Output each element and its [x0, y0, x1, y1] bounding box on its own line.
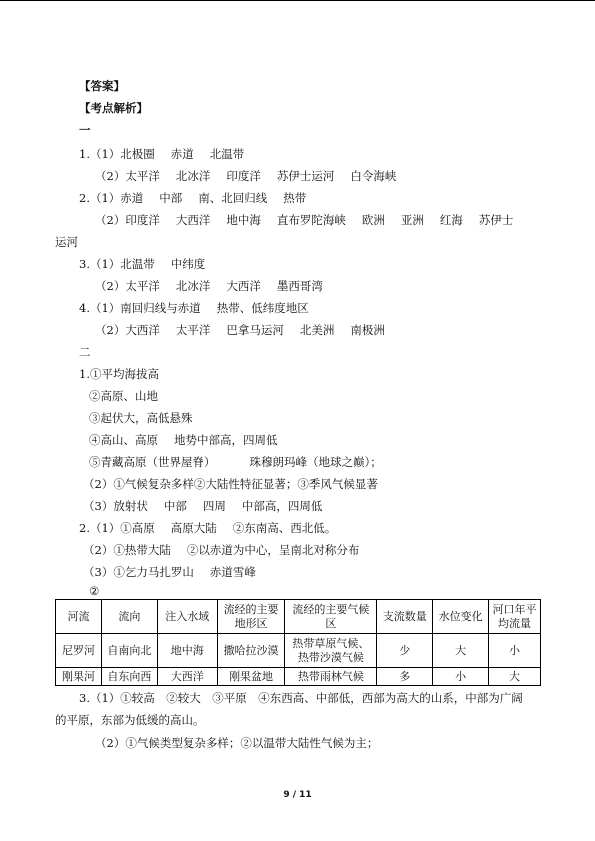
table-row — [56, 668, 541, 686]
q1-2-item: 苏伊士运河 — [276, 169, 335, 183]
q4-2-item: （2）大西洋 — [95, 323, 160, 337]
q1-1-item: 1.（1）北极圈 — [79, 147, 155, 161]
p2-line-10-item: 赤道雪峰 — [209, 565, 256, 579]
answer-heading: 【答案】 — [79, 79, 125, 93]
q4-2-item: 北美洲 — [299, 323, 335, 337]
q4-1-item: 4.（1）南回归线与赤道 — [79, 301, 201, 315]
p2-line-9 — [83, 542, 375, 558]
p2-line-5-item: 珠穆朗玛峰（地球之巅）； — [249, 455, 382, 469]
p2-line-8-item: ②东南高、西北低。 — [232, 521, 337, 535]
table-cell: 大 — [489, 668, 541, 686]
table-cell: 自东向西 — [101, 668, 157, 686]
table-header-row — [56, 600, 541, 634]
q2-2-item: 大西洋 — [175, 213, 211, 227]
q1-2-line — [95, 168, 412, 184]
river-comparison-table — [55, 599, 541, 686]
q4-1-item: 热带、低纬度地区 — [216, 301, 309, 315]
table-cell: 刚果河 — [56, 668, 102, 686]
p2-line-8 — [79, 520, 352, 536]
table-cell: 热带雨林气候 — [285, 668, 377, 686]
p2-line-5 — [89, 454, 398, 470]
p2-line-10-item: （3）①乞力马扎罗山 — [83, 565, 194, 579]
table-header-cell: 流经的主要地形区 — [217, 600, 285, 634]
q3-2-item: 北冰洋 — [175, 279, 211, 293]
p2-line-4-item: 地势中部高，四周低 — [174, 433, 278, 447]
table-header-cell: 河流 — [56, 600, 102, 634]
q3-1-item: 中纬度 — [170, 257, 206, 271]
q4-2-item: 太平洋 — [175, 323, 211, 337]
p2-line-4 — [89, 432, 294, 448]
q1-1-item: 赤道 — [170, 147, 194, 161]
p2-line-9-item: （2）①热带大陆 — [83, 543, 171, 557]
table-cell: 少 — [377, 634, 433, 668]
p2-line-9-item: ②以赤道为中心，呈南北对称分布 — [186, 543, 360, 557]
table-header-cell: 注入水域 — [157, 600, 217, 634]
q4-2-line — [95, 322, 401, 338]
q2-2-item: 直布罗陀海峡 — [276, 213, 346, 227]
q4-1-line — [79, 300, 325, 316]
p2-line-7-item: （3）放射状 — [83, 499, 148, 513]
p2-line-10 — [83, 564, 272, 580]
q3-1-item: 3.（1）北温带 — [79, 257, 155, 271]
table-row — [56, 634, 541, 668]
page-number: 9 / 11 — [283, 790, 312, 800]
table-header-cell: 支流数量 — [377, 600, 433, 634]
table-cell: 尼罗河 — [56, 634, 102, 668]
part1-mark: 一 — [79, 123, 91, 137]
p2-line-1: 1.①平均海拔高 — [79, 367, 159, 381]
p2-line-11: ② — [89, 584, 100, 598]
q3-2-line: （2）①气候类型复杂多样；②以温带大陆性气候为主； — [95, 736, 379, 750]
q1-2-item: 印度洋 — [226, 169, 261, 183]
q2-1-item: 热带 — [283, 191, 307, 205]
q1-2-item: 白令海峡 — [350, 169, 397, 183]
q2-2-item: 苏伊士 — [478, 213, 514, 227]
p2-line-6: （2）①气候复杂多样②大陆性特征显著；③季风气候显著 — [83, 477, 378, 491]
table-cell: 大 — [433, 634, 489, 668]
q2-2-item: （2）印度洋 — [95, 213, 160, 227]
table-header-cell: 水位变化 — [433, 600, 489, 634]
p2-line-7-item: 四周 — [202, 499, 226, 513]
table-cell: 小 — [433, 668, 489, 686]
q2-1-item: 2.（1）赤道 — [79, 191, 144, 205]
q3-2-item: 大西洋 — [226, 279, 261, 293]
q3-2-item: 墨西哥湾 — [276, 279, 323, 293]
p2-line-8-item: 2.（1）①高原 — [79, 521, 155, 535]
q2-2-item: 欧洲 — [361, 213, 385, 227]
p2-line-2: ②高原、山地 — [89, 389, 158, 403]
q4-2-item: 巴拿马运河 — [226, 323, 284, 337]
q3-main-line-b: 的平原，东部为低缓的高山。 — [55, 713, 205, 727]
q3-2-item: （2）太平洋 — [95, 279, 160, 293]
part2-mark: 二 — [79, 345, 91, 359]
p2-line-7-item: 中部 — [163, 499, 187, 513]
q2-2-line — [95, 212, 529, 228]
q2-2-item: 红海 — [439, 213, 463, 227]
page-top-rule — [0, 0, 595, 1]
q2-2-item: 亚洲 — [400, 213, 424, 227]
q1-2-item: （2）太平洋 — [95, 169, 160, 183]
p2-line-7 — [83, 498, 338, 514]
table-header-cell: 流经的主要气候区 — [285, 600, 377, 634]
q1-1-line — [79, 146, 260, 162]
table-cell: 撒哈拉沙漠 — [217, 634, 285, 668]
q2-1-item: 中部 — [159, 191, 183, 205]
table-cell: 热带草原气候、热带沙漠气候 — [285, 634, 377, 668]
p2-line-4-item: ④高山、高原 — [89, 433, 158, 447]
table-cell: 小 — [489, 634, 541, 668]
q2-2-continuation: 运河 — [55, 235, 78, 249]
q2-2-item: 地中海 — [226, 213, 261, 227]
q1-2-item: 北冰洋 — [175, 169, 211, 183]
analysis-heading: 【考点解析】 — [79, 101, 148, 115]
table-cell: 自南向北 — [101, 634, 157, 668]
table-cell: 多 — [377, 668, 433, 686]
table-header-cell: 流向 — [101, 600, 157, 634]
q3-main-line-a: 3.（1）①较高 ②较大 ③平原 ④东西高、中部低，西部为高大的山系，中部为广阔 — [79, 691, 523, 705]
p2-line-7-item: 中部高，四周低 — [241, 499, 323, 513]
q1-1-item: 北温带 — [209, 147, 245, 161]
p2-line-8-item: 高原大陆 — [170, 521, 217, 535]
table-cell: 大西洋 — [157, 668, 217, 686]
p2-line-5-item: ⑤青藏高原（世界屋脊） — [89, 455, 216, 469]
p2-line-3: ③起伏大，高低悬殊 — [89, 411, 193, 425]
q4-2-item: 南极洲 — [350, 323, 385, 337]
table-header-cell: 河口年平均流量 — [489, 600, 541, 634]
q2-1-item: 南、北回归线 — [198, 191, 268, 205]
q2-1-line — [79, 190, 322, 206]
table-cell: 地中海 — [157, 634, 217, 668]
q3-1-line — [79, 256, 221, 272]
q3-2-line — [95, 278, 339, 294]
table-cell: 刚果盆地 — [217, 668, 285, 686]
